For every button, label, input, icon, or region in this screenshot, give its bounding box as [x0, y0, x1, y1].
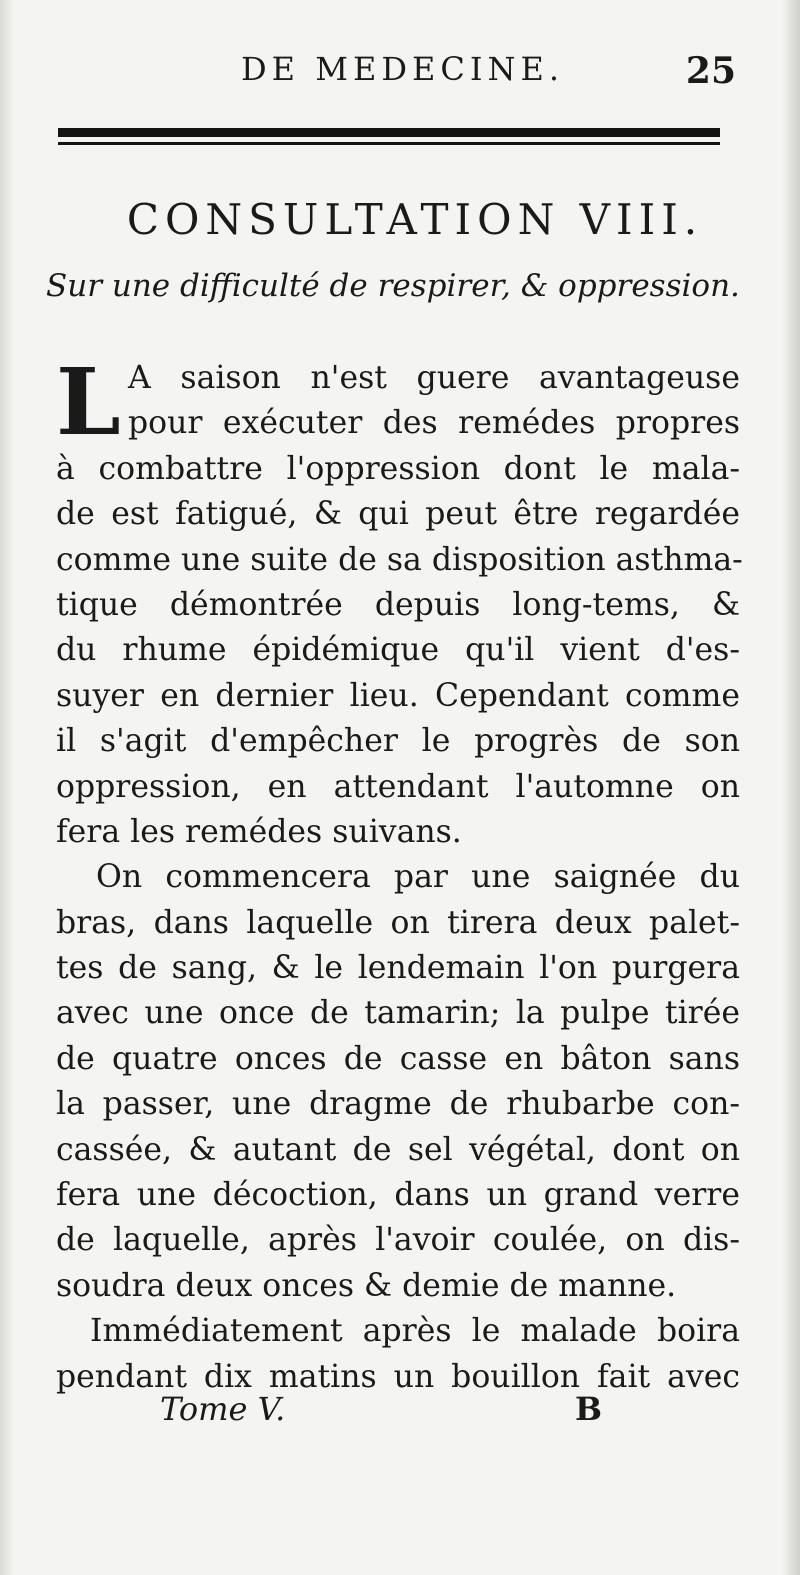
text-line: A saison n'est guere avantageuse — [128, 360, 740, 396]
text-line: de quatre onces de casse en bâton sans — [56, 1040, 740, 1077]
text-line: du rhume épidémique qu'il vient d'es- — [56, 632, 740, 669]
text-line: de laquelle, après l'avoir coulée, on dis- — [56, 1222, 740, 1259]
text-line: Immédiatement après le malade boira — [90, 1313, 740, 1350]
body-text — [56, 348, 743, 1400]
text-line: à combattre l'oppression dont le mala- — [56, 450, 740, 487]
rule-thick — [58, 128, 720, 137]
text-line: suyer en dernier lieu. Cependant comme — [56, 677, 740, 714]
text-line: il s'agit d'empêcher le progrès de son — [56, 723, 740, 760]
text-line: fera les remédes suivans. — [56, 813, 462, 850]
section-subtitle: Sur une difficulté de respirer, & oppression. — [46, 268, 740, 304]
text-line: de est fatigué, & qui peut être regardée — [56, 496, 740, 533]
signature-mark: B — [575, 1390, 603, 1428]
text-line: bras, dans laquelle on tirera deux palet- — [56, 904, 740, 941]
text-line: la passer, une dragme de rhubarbe con- — [56, 1086, 740, 1123]
text-line: comme une suite de sa disposition asthma- — [56, 541, 743, 578]
running-title: DE MEDECINE. — [241, 50, 564, 88]
text-line: On commencera par une saignée du — [96, 859, 740, 896]
text-line: tique démontrée depuis long-tems, & — [56, 586, 740, 623]
text-line: oppression, en attendant l'automne on — [56, 768, 740, 805]
text-line: tes de sang, & le lendemain l'on purgera — [56, 950, 740, 987]
rule-thin — [58, 142, 720, 145]
page-footer — [0, 1390, 800, 1435]
text-line: pendant dix matins un bouillon fait avec — [56, 1358, 740, 1395]
volume-label: Tome V. — [160, 1390, 286, 1428]
text-line: soudra deux onces & demie de manne. — [56, 1267, 677, 1304]
text-line: avec une once de tamarin; la pulpe tirée — [56, 995, 740, 1032]
text-line: pour exécuter des remédes propres — [128, 405, 740, 442]
drop-cap: L — [56, 348, 121, 456]
text-line: cassée, & autant de sel végétal, dont on — [56, 1131, 740, 1168]
running-head — [56, 50, 746, 100]
section-heading: CONSULTATION VIII. — [126, 195, 704, 244]
text-line: fera une décoction, dans un grand verre — [56, 1177, 740, 1214]
header-double-rule — [58, 128, 720, 150]
page-number: 25 — [685, 50, 736, 92]
